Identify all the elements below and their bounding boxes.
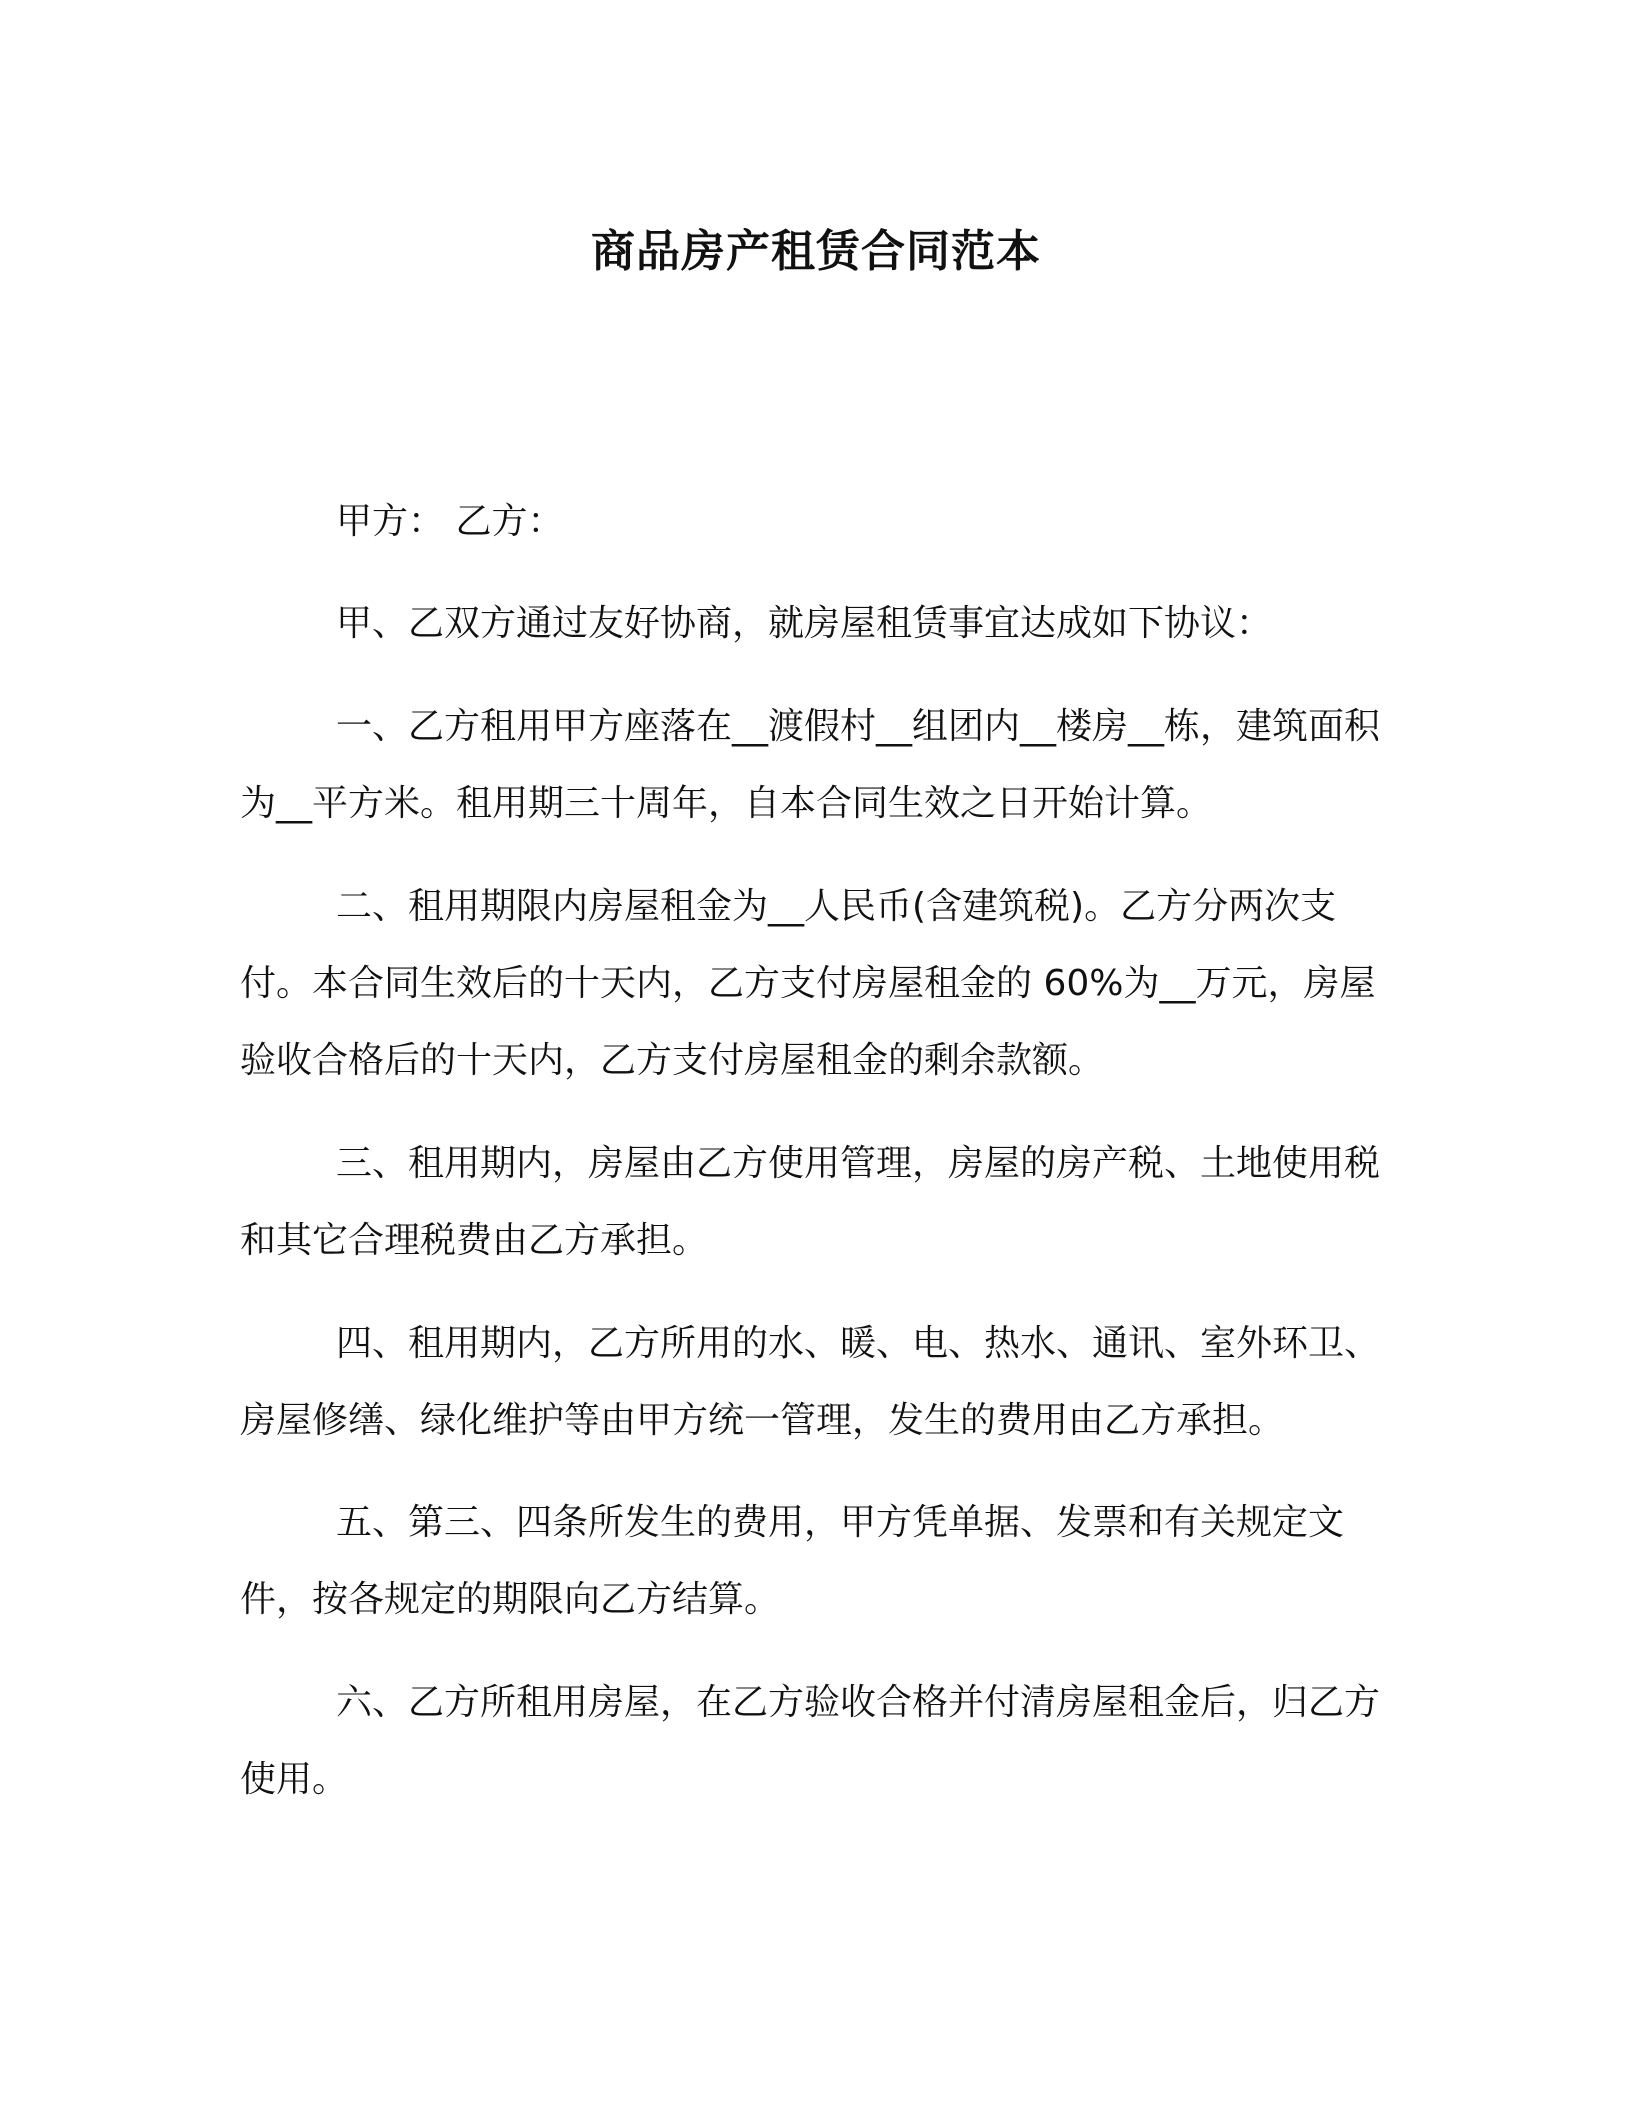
clause-3: 三、租用期内，房屋由乙方使用管理，房屋的房产税、土地使用税和其它合理税费由乙方承担。 [240, 1143, 1381, 1261]
document-title: 商品房产租赁合同范本 [591, 226, 1041, 277]
clause-1: 一、乙方租用甲方座落在__渡假村__组团内__楼房__栋，建筑面积为__平方米。租用期三十周年，自本合同生效之日开始计算。 [240, 706, 1381, 824]
agreement-intro: 甲、乙双方通过友好协商，就房屋租赁事宜达成如下协议： [336, 603, 1273, 644]
clause-6: 六、乙方所租用房屋，在乙方验收合格并付清房屋租金后，归乙方使用。 [240, 1682, 1381, 1800]
parties-line: 甲方： 乙方： [336, 501, 564, 542]
clause-4: 四、租用期内，乙方所用的水、暖、电、热水、通讯、室外环卫、房屋修缮、绿化维护等由甲方统一管理，发生的费用由乙方承担。 [240, 1323, 1381, 1441]
clause-2: 二、租用期限内房屋租金为__人民币(含建筑税)。乙方分两次支付。本合同生效后的十天内，乙方支付房屋租金的 60%为__万元，房屋验收合格后的十天内，乙方支付房屋租金的剩余款额。 [240, 886, 1376, 1081]
clause-5: 五、第三、四条所发生的费用，甲方凭单据、发票和有关规定文件，按各规定的期限向乙方结算。 [240, 1502, 1345, 1620]
